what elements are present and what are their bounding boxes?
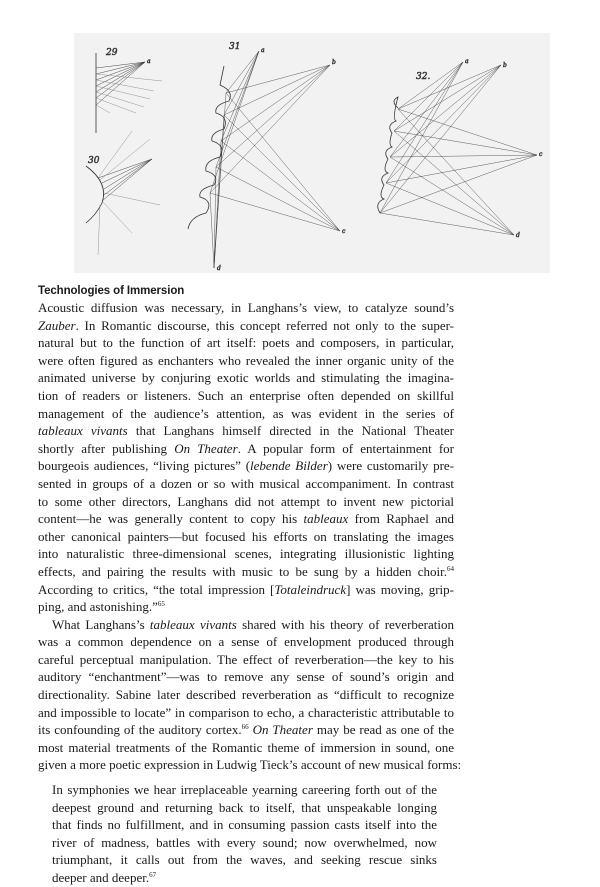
text-line: that finds no fulfillment, and in consuming passion casts itself into the <box>52 817 437 833</box>
text-line: were often figured as enchanters who revealed the inner organic unity of the <box>38 352 454 368</box>
acoustic-reflection-diagrams-figure <box>74 33 550 273</box>
italic-term: Zauber <box>38 317 76 333</box>
figure-label-31: 31 <box>229 42 241 52</box>
italic-term: On Theater <box>174 440 238 456</box>
italic-term: tableaux vivants <box>38 423 128 439</box>
paragraph-2 <box>38 616 462 774</box>
italic-term: lebende Bilder <box>250 458 328 474</box>
text-line: deeper and deeper.$^{67}$ <box>52 870 157 885</box>
text-line: into naturalistic three-dimensional scenes, integrating illusionistic lighting <box>38 546 454 562</box>
text-line: sented in groups of a dozen or so with musical accompaniment. In contrast <box>38 475 454 491</box>
text-line: and impossible to locate” in comparison to echo, a characteristic attributable to <box>38 704 454 720</box>
text-line: Zauber. In Romantic discourse, this concept referred not only to the super- <box>38 317 454 333</box>
body-text-column <box>38 284 462 887</box>
paragraph-1 <box>38 299 454 616</box>
figure-29-reflection-plane <box>96 53 162 133</box>
section-heading: Technologies of Immersion <box>38 285 185 297</box>
text-line: bourgeois audiences, “living pictures” (lebende Bilder) were customarily pre- <box>38 458 454 474</box>
point-letter: d <box>516 232 520 239</box>
point-letter: c <box>342 228 346 235</box>
footnote-reference: 64 <box>447 564 454 573</box>
footnote-reference: 66 <box>241 723 249 732</box>
figure-31-scalloped-wall <box>188 51 340 268</box>
point-letter: d <box>217 265 221 272</box>
italic-term: tableaux <box>303 511 349 527</box>
text-line: effects, and pairing the results with music to be sung by a hidden choir.$^{64}$ <box>38 563 454 579</box>
point-letter: b <box>332 59 336 66</box>
text-line: careful perceptual manipulation. The effect of reverberation—the key to his <box>38 651 454 667</box>
text-line: directionality. Sabine later described reverberation as “difficult to recognize <box>38 687 454 703</box>
italic-term: tableaux vivants <box>149 616 237 632</box>
text-line: What Langhans’s tableaux vivants shared with his theory of reverberation <box>52 616 454 632</box>
figure-label-32: 32. <box>416 72 431 82</box>
point-letter: a <box>261 47 265 54</box>
text-line: According to critics, “the total impression [Totaleindruck] was moving, grip- <box>38 581 454 597</box>
italic-term: On Theater <box>252 722 313 738</box>
text-line: In symphonies we hear irreplaceable yearning careering forth out of the <box>52 782 437 798</box>
text-line: ping, and astonishing.”$^{65}$ <box>38 599 165 615</box>
footnote-reference: 67 <box>149 871 157 879</box>
text-line: to some other directors, Langhans did not attempt to invent new pictorial <box>38 493 454 509</box>
italic-term: Totaleindruck <box>274 581 347 597</box>
point-letter: a <box>465 58 469 65</box>
text-line: other canonical painters—but focused his efforts on translating the images <box>38 528 454 544</box>
reflection-diagram-illustration <box>74 33 550 273</box>
text-line: management of the audience’s attention, as was evident in the series of <box>38 405 454 421</box>
text-line: tableaux vivants that Langhans himself directed in the National Theater <box>38 423 454 439</box>
point-letter: b <box>503 62 507 69</box>
footnote-reference: 65 <box>157 600 165 609</box>
figure-label-30: 30 <box>88 156 100 166</box>
text-line: was a common dependence on a sense of envelopment produced through <box>38 634 454 650</box>
figure-30-concave-reflector <box>86 131 160 255</box>
point-letter: c <box>539 151 543 158</box>
text-line: content—he was generally content to copy his tableaux from Raphael and <box>38 511 454 527</box>
text-line: shortly after publishing On Theater. A popular form of entertainment for <box>38 440 454 456</box>
text-line: triumphant, it calls out from the waves, and seeking rescue sinks <box>52 852 437 868</box>
blockquote-tieck <box>52 781 437 887</box>
text-line: deepest ground and returning back to itself, that unspeakable longing <box>52 799 437 815</box>
text-line: river of madness, battles with every sound; now overwhelmed, now <box>52 834 437 850</box>
point-letter: a <box>147 58 151 65</box>
text-line: its confounding of the auditory cortex.$^{66}$ On Theater may be read as one of the <box>38 722 454 738</box>
figure-label-29: 29 <box>106 48 118 58</box>
figure-32-convex-scallops <box>378 62 537 235</box>
text-line: auditory “enchantment”—was to remove any sense of sound’s origin and <box>38 669 454 685</box>
text-line: most material treatments of the Romantic theme of immersion in sound, one <box>38 739 454 755</box>
text-line: given a more poetic expression in Ludwig Tieck’s account of new musical forms: <box>38 757 462 773</box>
text-line: Acoustic diffusion was necessary, in Langhans’s view, to catalyze sound’s <box>38 300 454 315</box>
text-line: natural but to the function of art itself: poets and composers, in particular, <box>38 335 454 351</box>
text-line: tion of readers or listeners. Such an enterprise often depended on skillful <box>38 387 454 403</box>
text-line: animated universe by conjuring exotic worlds and stimulating the imagina- <box>38 370 454 386</box>
